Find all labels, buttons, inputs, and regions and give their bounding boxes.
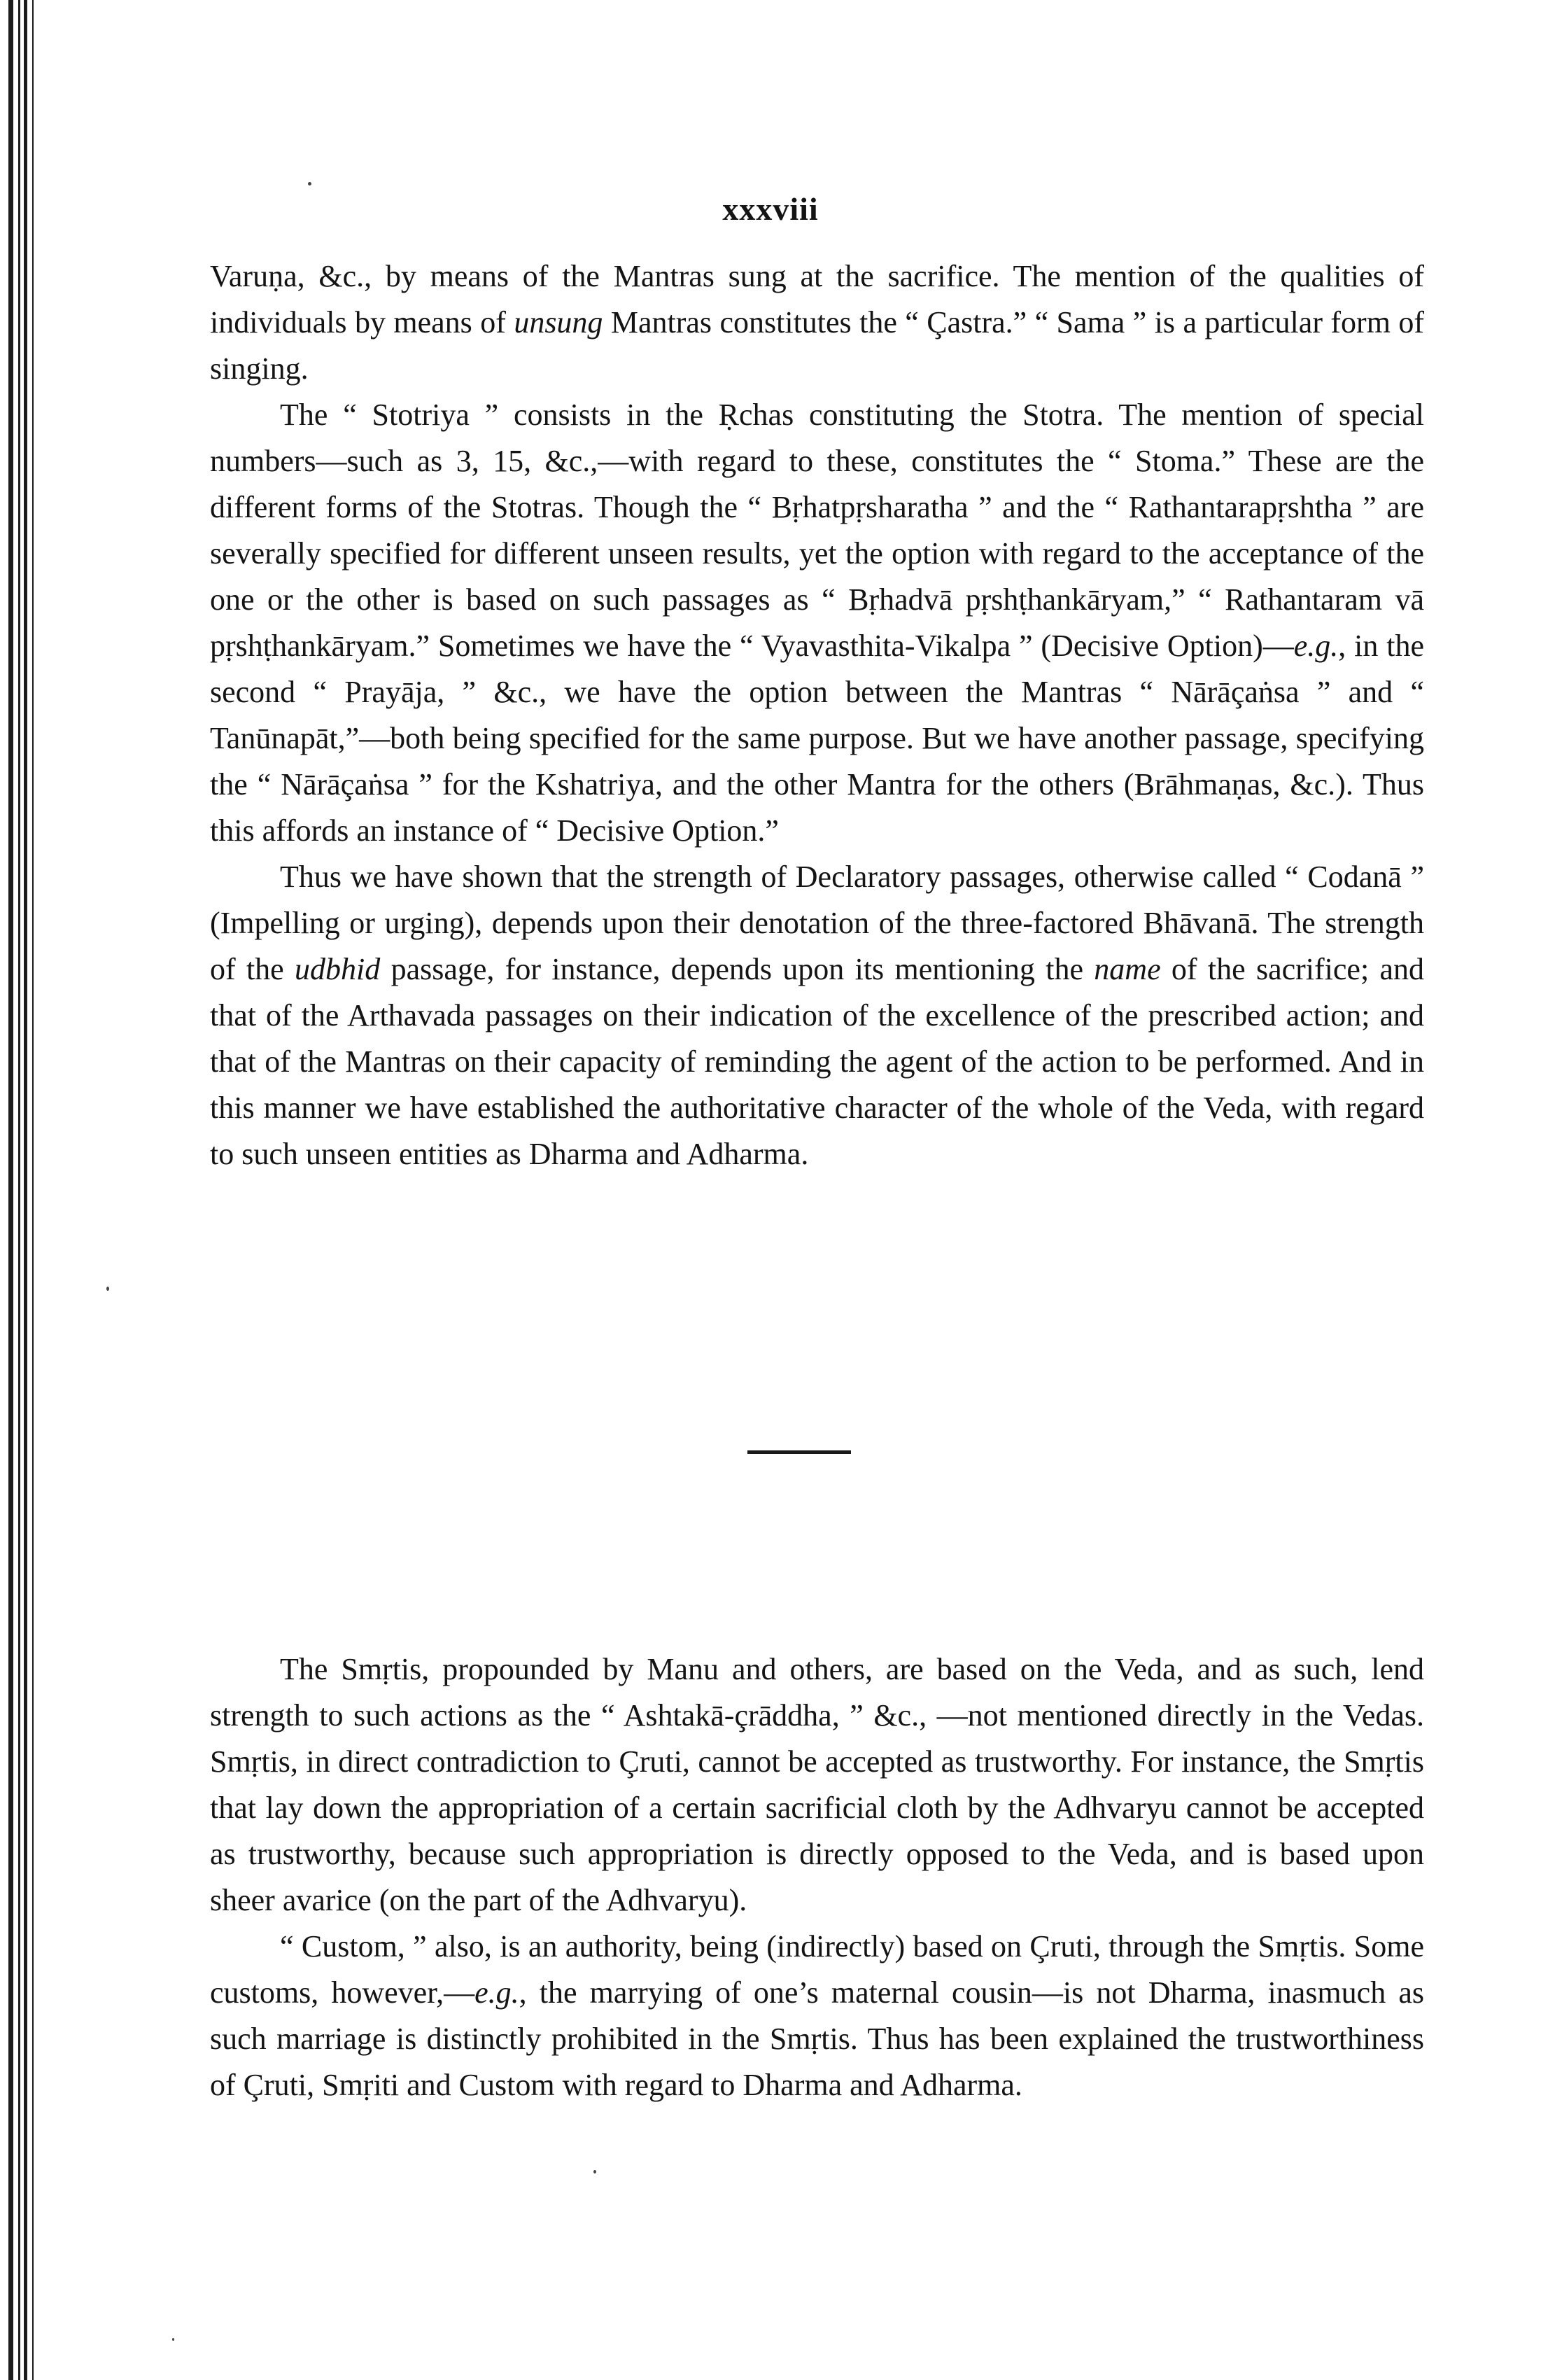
print-speck: [308, 182, 311, 186]
lower-text-section: [210, 1646, 1424, 2108]
print-speck: [106, 1287, 109, 1291]
italic-term: e.g.: [1293, 629, 1339, 663]
text-run: The “ Stotriya ” consists in the Ṛchas constituting the Stotra. The mention of special numbers—such as 3, 15, &c.,—with regard to these, constitutes the “ Stoma.” These are the different forms of the Stotras. Though the “ Bṛhatpṛsharatha ” and the “ Rathantarapṛshtha ” are severally specified for different unseen results, yet the option with regard to the acceptance of the one or the other is based on such passages as “ Bṛhadvā pṛshṭhankāryam,” “ Rathantaram vā pṛshṭhankāryam.” Sometimes we have the “ Vyavasthita-Vikalpa ” (Decisive Option)—: [210, 398, 1424, 663]
paragraph: [210, 253, 1424, 392]
print-speck: [593, 2170, 596, 2174]
italic-term: e.g.: [474, 1975, 519, 2010]
text-run: Thus we have shown that the strength of Declaratory passages, otherwise called “ Codanā ” (Impelling or urging), depends upon their denotation of the three-factored Bhāvanā. The strength of the: [210, 860, 1424, 986]
print-speck: [172, 2338, 174, 2341]
text-run: “ Custom, ” also, is an authority, being (indirectly) based on Çruti, through the Smṛtis. Some customs, however,—: [210, 1929, 1424, 2010]
paragraph: [210, 1646, 1424, 1924]
text-run: of the sacrifice; and that of the Arthavada passages on their indication of the excellence of the prescribed action; and that of the Mantras on their capacity of reminding the agent of the action to be performed. And in this manner we have established the authoritative character of the whole of the Veda, with regard to such unseen entities as Dharma and Adharma.: [210, 952, 1425, 1171]
italic-term: name: [1094, 952, 1161, 986]
upper-text-section: [210, 253, 1424, 1177]
page-number: xxxviii: [722, 191, 819, 227]
paragraph: [210, 854, 1424, 1177]
section-separator-rule: [747, 1450, 851, 1454]
text-run: , in the second “ Prayāja, ” &c., we have the option between the Mantras “ Nārāçaṅsa ” and “ Tanūnapāt,”—both being specified for the same purpose. But we have another passage, specifying the “ Nārāçaṅsa ” for the Kshatriya, and the other Mantra for the others (Brāhmaṇas, &c.). Thus this affords an instance of “ Decisive Option.”: [210, 629, 1425, 848]
paragraph: [210, 392, 1424, 854]
paragraph: [210, 1924, 1424, 2108]
text-run: , the marrying of one’s maternal cousin—is not Dharma, inasmuch as such marriage is distinctly prohibited in the Smṛtis. Thus has been explained the trustworthiness of Çruti, Smṛiti and Custom with regard to Dharma and Adharma.: [210, 1975, 1424, 2102]
text-run: Mantras constitutes the “ Çastra.” “ Sama ” is a particular form of singing.: [210, 305, 1424, 386]
text-run: passage, for instance, depends upon its mentioning the: [380, 952, 1095, 986]
text-run: Varuṇa, &c., by means of the Mantras sung at the sacrifice. The mention of the qualities of individuals by means of: [210, 259, 1424, 340]
italic-term: unsung: [514, 305, 603, 340]
text-run: The Smṛtis, propounded by Manu and others, are based on the Veda, and as such, lend strength to such actions as the “ Ashtakā-çrāddha, ” &c., —not mentioned directly in the Vedas. Smṛtis, in direct contradiction to Çruti, cannot be accepted as trustworthy. For instance, the Smṛtis that lay down the appropriation of a certain sacrificial cloth by the Adhvaryu cannot be accepted as trustworthy, because such appropriation is directly opposed to the Veda, and is based upon sheer avarice (on the part of the Adhvaryu).: [210, 1652, 1424, 1917]
italic-term: udbhid: [295, 952, 381, 986]
